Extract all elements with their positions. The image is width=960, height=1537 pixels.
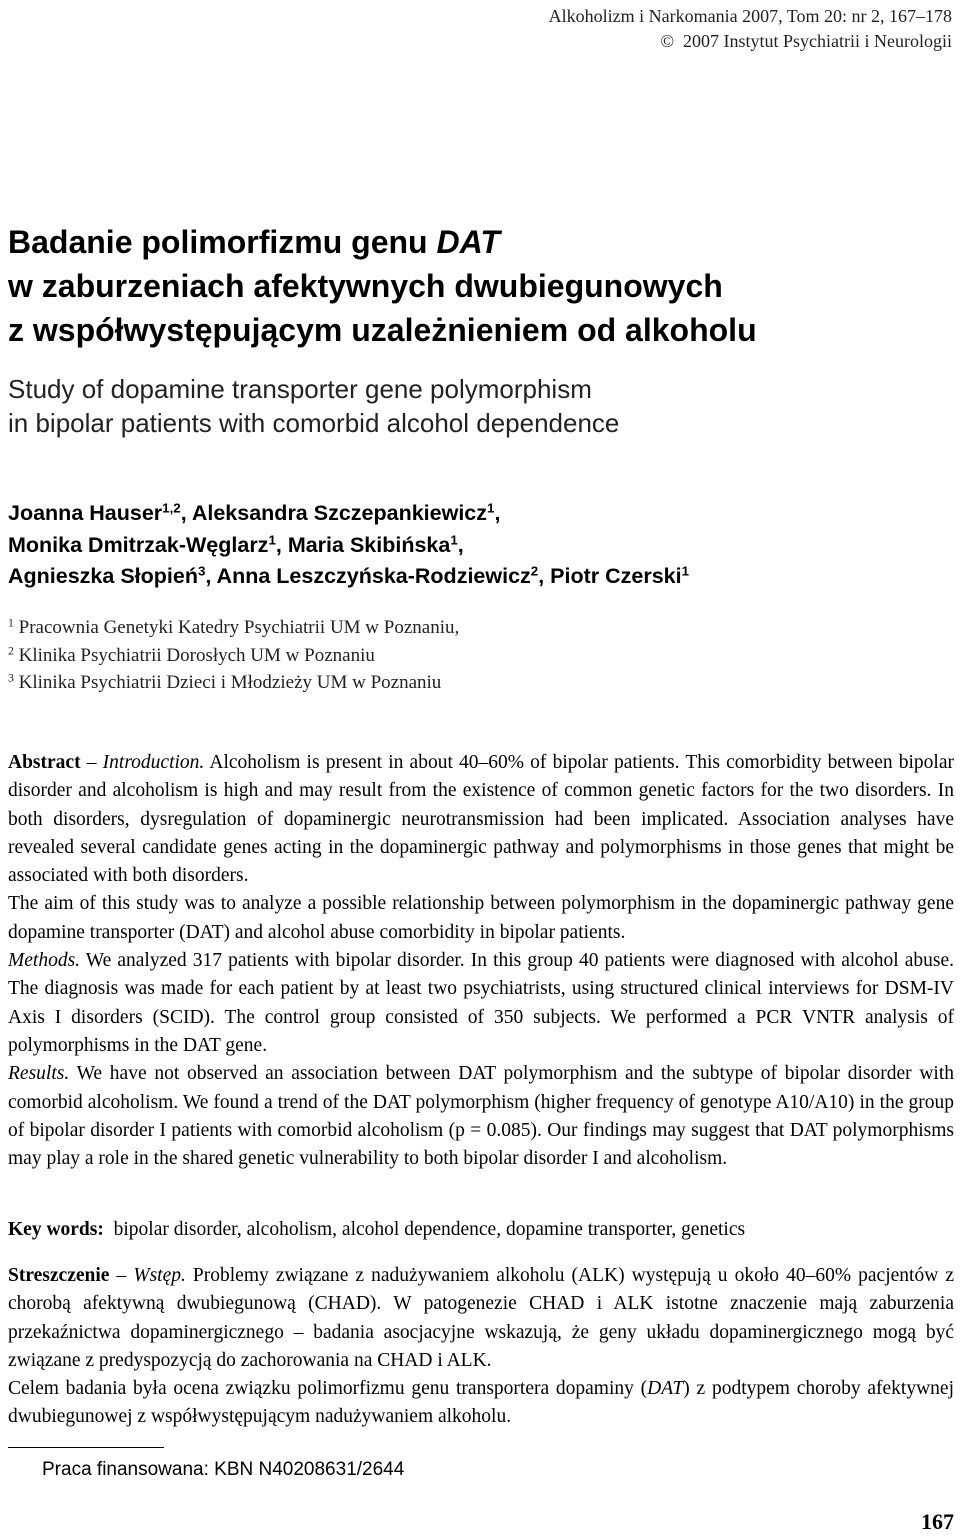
wstep-label: Wstęp. [133, 1265, 186, 1286]
streszczenie-aim: Celem badania była ocena związku polimorfizmu genu transportera dopaminy (DAT) z podtypem choroby afektywnej dwubiegunowej z współwystępującym nadużywaniem alkoholu. [8, 1378, 954, 1428]
title-english-line-2: in bipolar patients with comorbid alcohol dependence [8, 408, 620, 438]
affiliation-item: $^2$ Klinika Psychiatrii Dorosłych UM w Poznaniu [8, 644, 375, 666]
title-polish-line-2: w zaburzeniach afektywnych dwubiegunowych [8, 268, 723, 304]
copyright-symbol: © [660, 31, 675, 51]
introduction-label: Introduction. [102, 752, 205, 773]
title-polish-line-1: Badanie polimorfizmu genu DAT [8, 224, 500, 260]
title-english-line-1: Study of dopamine transporter gene polymorphism [8, 374, 592, 404]
journal-citation: Alkoholizm i Narkomania 2007, Tom 20: nr 2, 167–178 [548, 6, 952, 26]
author-name: Aleksandra Szczepankiewicz [191, 501, 488, 525]
author-name: Monika Dmitrzak-Węglarz [8, 532, 269, 557]
author-affiliation-marker: 1,2 [162, 500, 181, 516]
affiliation-item: $^3$ Klinika Psychiatrii Dzieci i Młodzieży UM w Poznaniu [8, 671, 442, 693]
author-name: Anna Leszczyńska-Rodziewicz [216, 564, 531, 588]
author-list [8, 498, 958, 593]
keywords [8, 1216, 954, 1244]
author-affiliation-marker: 2 [530, 563, 539, 579]
author-name: Joanna Hauser [8, 501, 163, 525]
affiliations [8, 614, 952, 697]
author-affiliation-marker: 1 [681, 563, 690, 579]
publisher: 2007 Instytut Psychiatrii i Neurologii [683, 31, 952, 51]
author-name: Agnieszka Słopień [8, 564, 198, 588]
streszczenie-intro: Streszczenie – Wstęp. Problemy związane z nadużywaniem alkoholu (ALK) występują u około 40–60% pacjentów z chorobą afektywną dwubiegunową (CHAD). W patogenezie CHAD i ALK istotne znaczenie mają zaburzenia przekaźnictwa dopaminergicznego – badania asocjacyjne wskazują, że geny układu dopaminergicznego mogą być związane z predyspozycją do zachorowania na CHAD i ALK. [8, 1265, 955, 1371]
journal-copyright [549, 29, 952, 54]
author-affiliation-marker: 3 [197, 563, 206, 579]
abstract-methods: Methods. We analyzed 317 patients with bipolar disorder. In this group 40 patients were diagnosed with alcohol abuse. The diagnosis was made for each patient by at least two psychiatrists, using structured clinical interviews for DSM-IV Axis I disorders (SCID). The control group consisted of 350 subjects. We performed a PCR VNTR analysis of polymorphisms in the DAT gene. [8, 950, 954, 1056]
keywords-label: Key words: [8, 1219, 104, 1240]
abstract-label: Abstract [8, 752, 81, 773]
title-polish-line-3: z współwystępującym uzależnieniem od alkoholu [8, 312, 757, 348]
results-label: Results. [8, 1063, 70, 1085]
funding-footnote: Praca finansowana: KBN N40208631/2644 [42, 1459, 405, 1480]
abstract-introduction: Abstract – Introduction. Alcoholism is present in about 40–60% of bipolar patients. This comorbidity between bipolar disorder and alcoholism is high and may result from the existence of common genetic factors for the two disorders. In both disorders, dysregulation of dopaminergic neurotransmission had been implicated. Association analyses have revealed several candidate genes acting in the dopaminergic pathway and polymorphisms in those genes that might be associated with both disorders. [8, 752, 954, 887]
author-line-2: Monika Dmitrzak-Węglarz$^1$, Maria Skibińska$^1$, [8, 532, 464, 557]
author-affiliation-marker: 1 [268, 532, 276, 548]
author-name: Piotr Czerski [550, 564, 682, 588]
title-english [8, 372, 952, 440]
title-polish [8, 220, 952, 352]
methods-label: Methods. [8, 950, 81, 972]
author-affiliation-marker: 1 [450, 532, 458, 548]
abstract-aim: The aim of this study was to analyze a possible relationship between polymorphism in the dopaminergic pathway gene dopamine transporter (DAT) and alcohol abuse comorbidity in bipolar patients. [8, 893, 954, 943]
gene-name-italic: DAT [436, 224, 500, 260]
streszczenie-label: Streszczenie [8, 1265, 110, 1286]
abstract-results: Results. We have not observed an association between DAT polymorphism and the subtype of bipolar disorder with comorbid alcoholism. We found a trend of the DAT polymorphism (higher frequency of genotype A10/A10) in the group of bipolar disorder I patients with comorbid alcoholism (p = 0.085). Our findings may suggest that DAT polymorphisms may play a role in the shared genetic vulnerability to both bipolar disorder I and alcoholism. [8, 1063, 954, 1170]
journal-header [549, 4, 952, 54]
footnote-divider [8, 1447, 164, 1448]
author-line-1: Joanna Hauser$^{1,2}$, Aleksandra Szczepankiewicz$^1$, [8, 500, 501, 525]
keywords-text: bipolar disorder, alcoholism, alcohol dependence, dopamine transporter, genetics [113, 1219, 746, 1240]
affiliation-item: $^1$ Pracownia Genetyki Katedry Psychiatrii UM w Poznaniu, [8, 616, 460, 638]
author-name: Maria Skibińska [287, 532, 451, 557]
author-affiliation-marker: 1 [487, 500, 495, 516]
page-number: 167 [921, 1509, 954, 1534]
author-line-3: Agnieszka Słopień$^3$, Anna Leszczyńska-Rodziewicz$^2$, Piotr Czerski$^1$ [8, 563, 690, 588]
abstract [8, 749, 954, 1173]
streszczenie [8, 1262, 954, 1432]
